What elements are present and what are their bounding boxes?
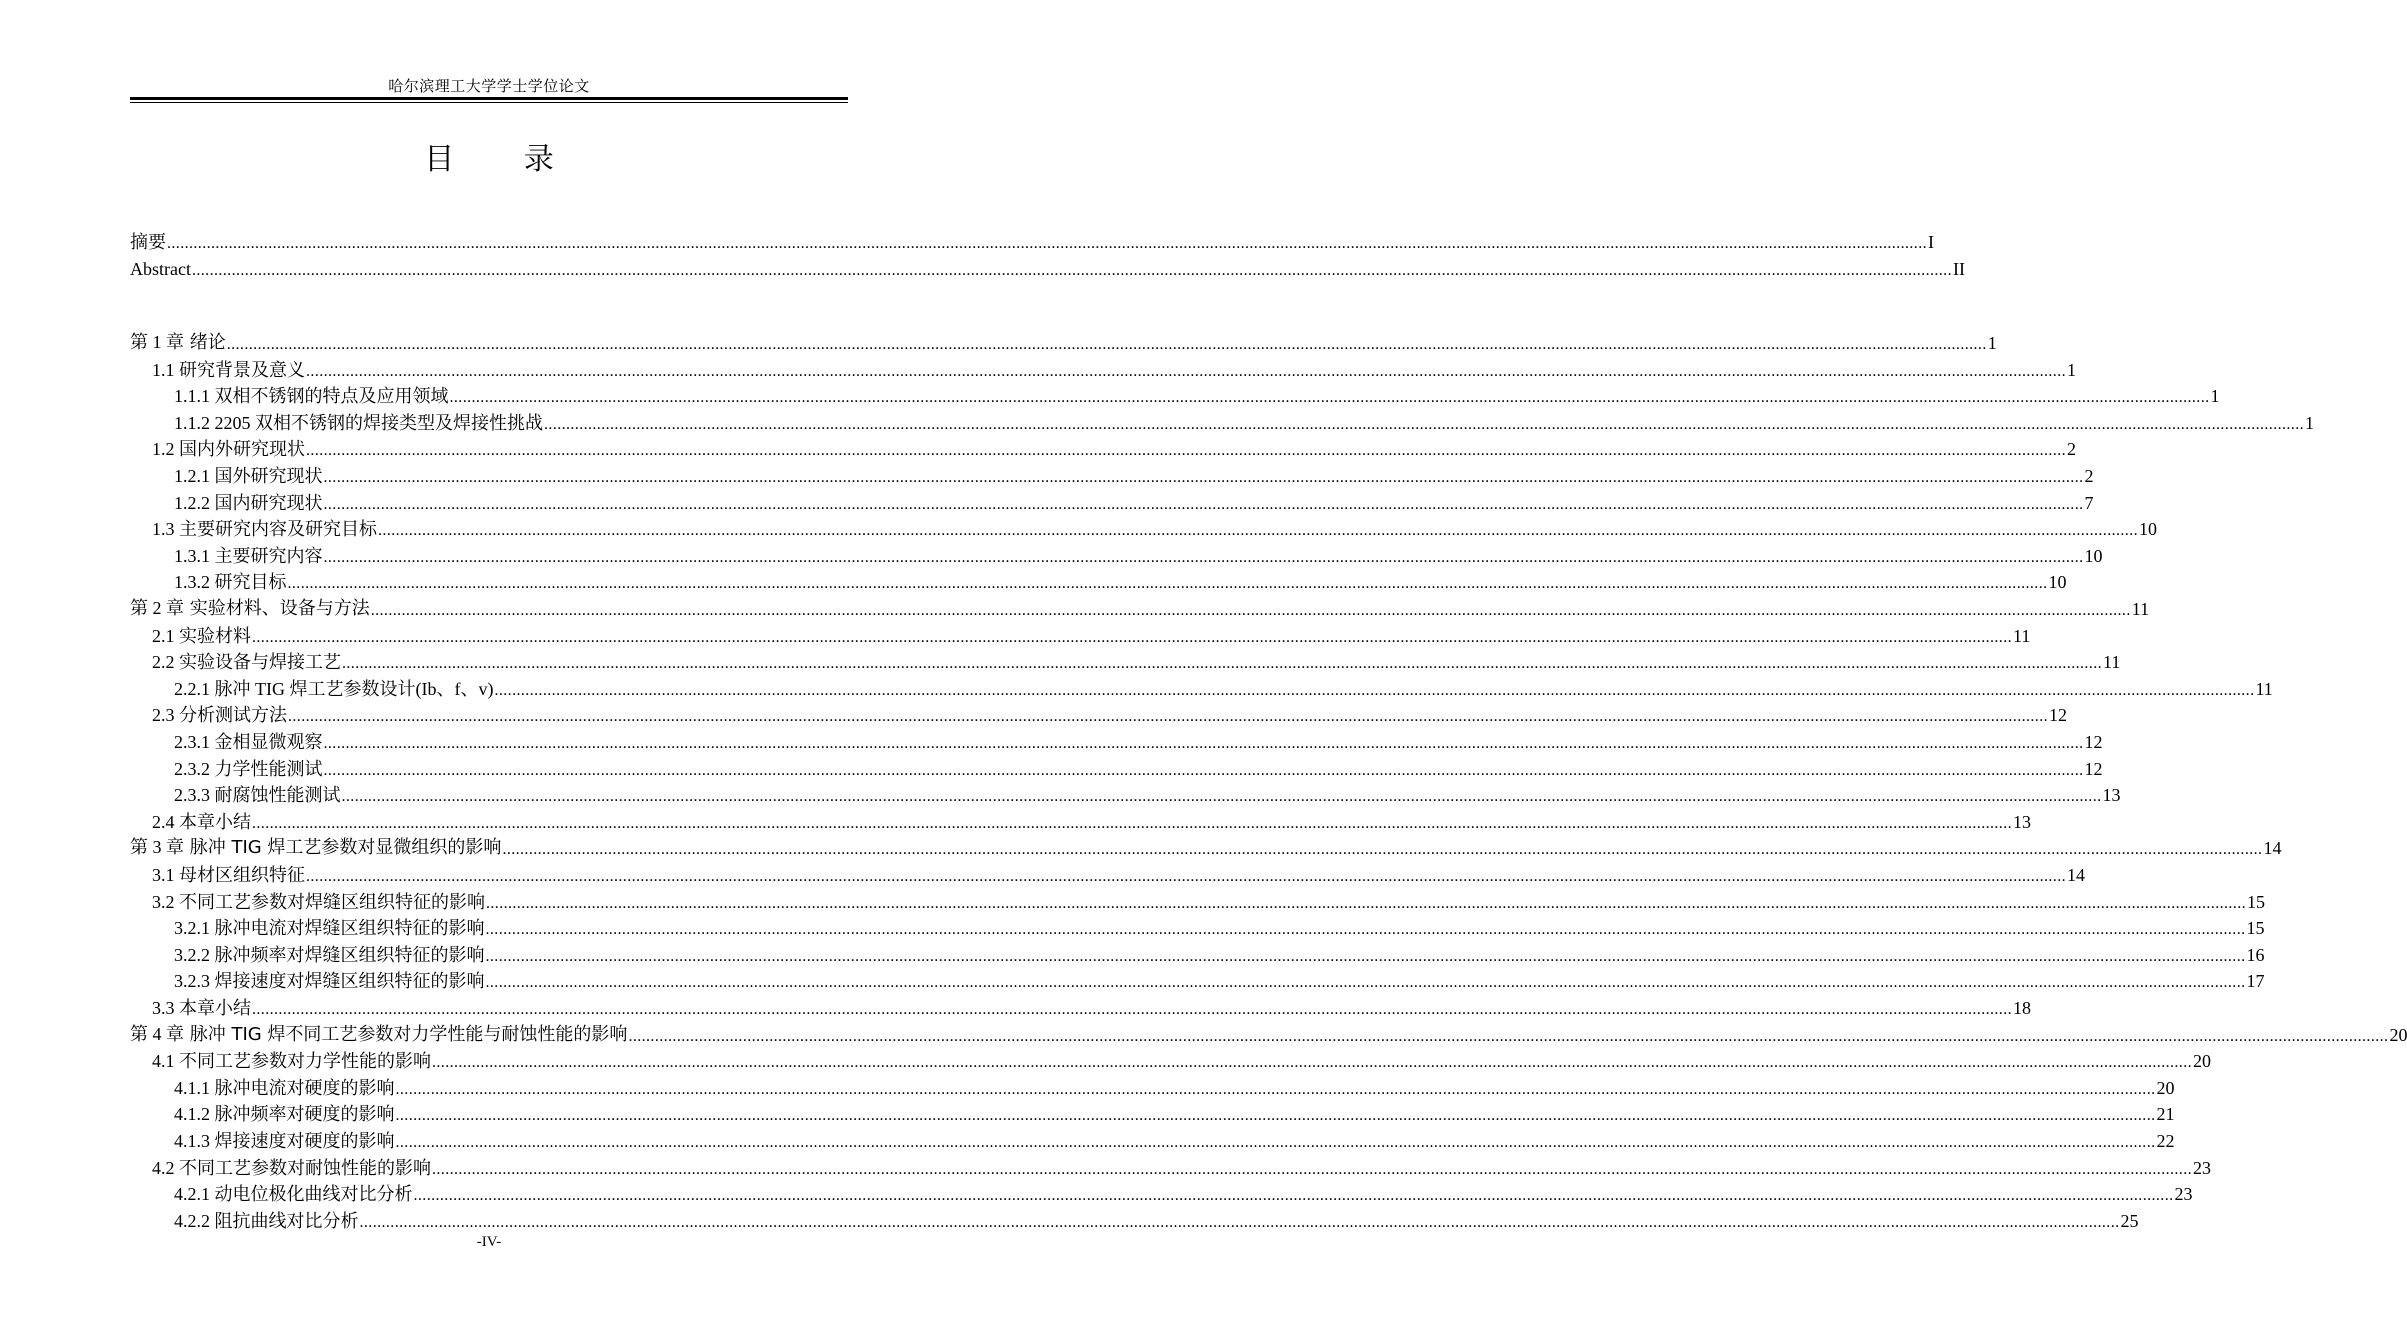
toc-leader-dots: ................................................................................................................................................................................................................................................................................................................................................................................................................ xyxy=(395,1107,2156,1125)
toc-leader-dots: ................................................................................................................................................................................................................................................................................................................................................................................................................ xyxy=(395,1080,2156,1098)
toc-page-number: 12 xyxy=(2084,758,2103,779)
toc-entry-section[interactable] xyxy=(152,623,2031,649)
toc-entry-title xyxy=(152,995,251,1021)
toc-page-number: 25 xyxy=(2120,1210,2139,1231)
toc-page-number: 14 xyxy=(2263,838,2282,859)
toc-leader-dots: ................................................................................................................................................................................................................................................................................................................................................................................................................ xyxy=(449,389,2210,407)
toc-entry-text: 金相显微观察 xyxy=(214,732,323,752)
toc-page-number: 15 xyxy=(2246,918,2265,939)
toc-page-number: 11 xyxy=(2255,678,2273,699)
toc-entry-text: 主要研究内容及研究目标 xyxy=(179,519,377,540)
toc-leader-dots: ................................................................................................................................................................................................................................................................................................................................................................................................................ xyxy=(341,788,2102,806)
toc-entry-text: 实验设备与焊接工艺 xyxy=(179,652,341,673)
running-header: 哈尔滨理工大学学士学位论文 xyxy=(388,79,590,95)
toc-entry-section[interactable] xyxy=(152,702,2067,728)
toc-entry-chapter[interactable] xyxy=(130,1022,2407,1048)
toc-entry-section[interactable] xyxy=(174,1208,2139,1234)
toc-entry-number: 4.2.1 xyxy=(174,1184,210,1205)
toc-leader-dots: ................................................................................................................................................................................................................................................................................................................................................................................................................ xyxy=(485,974,2246,992)
toc-entry-number: 3.2.1 xyxy=(174,918,210,939)
toc-entry-number: 4.1.3 xyxy=(174,1131,210,1151)
toc-entry-text: 焊接速度对焊缝区组织特征的影响 xyxy=(214,971,485,992)
toc-leader-dots: ................................................................................................................................................................................................................................................................................................................................................................................................................ xyxy=(486,894,2246,912)
toc-page-number: 13 xyxy=(2102,785,2121,806)
toc-entry-number: 1.2 xyxy=(152,439,175,460)
toc-entry-title xyxy=(174,383,449,409)
toc-entry-front-matter[interactable] xyxy=(130,256,1965,282)
toc-leader-dots: ................................................................................................................................................................................................................................................................................................................................................................................................................ xyxy=(288,708,2048,726)
toc-entry-number: 2.2 xyxy=(152,652,175,673)
toc-leader-dots: ................................................................................................................................................................................................................................................................................................................................................................................................................ xyxy=(432,1160,2192,1178)
toc-entry-text: 脉冲电流对硬度的影响 xyxy=(214,1077,395,1098)
toc-page-number: 21 xyxy=(2156,1104,2175,1125)
toc-entry-text: 国外研究现状 xyxy=(214,466,323,486)
toc-entry-text: 绪论 xyxy=(189,332,226,353)
toc-leader-dots: ................................................................................................................................................................................................................................................................................................................................................................................................................ xyxy=(370,602,2131,619)
toc-entry-title xyxy=(174,782,341,808)
toc-entry-section[interactable] xyxy=(174,729,2103,755)
toc-entry-number: 1.3.2 xyxy=(174,572,210,593)
toc-page-number: 22 xyxy=(2156,1131,2175,1151)
toc-leader-dots: ................................................................................................................................................................................................................................................................................................................................................................................................................ xyxy=(395,1134,2156,1151)
toc-entry-text: 焊接速度对硬度的影响 xyxy=(214,1131,395,1151)
header-rule-thin xyxy=(130,102,848,103)
toc-entry-title xyxy=(130,256,191,282)
toc-entry-text: 国内外研究现状 xyxy=(179,439,305,460)
toc-entry-text: 动电位极化曲线对比分析 xyxy=(214,1184,413,1205)
toc-page-number: 1 xyxy=(2305,412,2314,433)
toc-entry-number: 2.3 xyxy=(152,705,175,726)
toc-entry-chapter[interactable] xyxy=(130,596,2150,622)
toc-page-number: 18 xyxy=(2013,998,2031,1018)
toc-entry-title xyxy=(174,410,543,436)
toc-page-number: 20 xyxy=(2193,1051,2211,1072)
toc-page-number: 11 xyxy=(2131,599,2150,619)
toc-leader-dots: ................................................................................................................................................................................................................................................................................................................................................................................................................ xyxy=(628,1027,2389,1045)
toc-entry-title xyxy=(174,1208,359,1234)
toc-entry-text: 双相不锈钢的特点及应用领域 xyxy=(214,386,449,407)
toc-page-number: 23 xyxy=(2193,1157,2211,1178)
toc-entry-front-matter[interactable] xyxy=(130,229,1934,255)
toc-entry-title xyxy=(130,834,501,861)
header-rule xyxy=(130,97,848,100)
toc-entry-number: 2.1 xyxy=(152,625,175,646)
toc-entry-text: 2205 双相不锈钢的焊接类型及焊接性挑战 xyxy=(214,412,543,433)
toc-leader-dots: ................................................................................................................................................................................................................................................................................................................................................................................................................ xyxy=(323,469,2084,486)
toc-page-number: 7 xyxy=(2084,492,2094,513)
toc-leader-dots: ................................................................................................................................................................................................................................................................................................................................................................................................................ xyxy=(306,868,2066,885)
toc-entry-section[interactable] xyxy=(174,569,2067,595)
toc-entry-section[interactable] xyxy=(174,383,2220,409)
toc-entry-text: 阻抗曲线对比分析 xyxy=(214,1210,359,1231)
page-number: -IV- xyxy=(476,1234,502,1250)
toc-page-number: 10 xyxy=(2048,572,2067,593)
toc-entry-number: 1.3.1 xyxy=(174,545,210,566)
toc-entry-text: 不同工艺参数对耐蚀性能的影响 xyxy=(179,1157,431,1178)
toc-leader-dots: ................................................................................................................................................................................................................................................................................................................................................................................................................ xyxy=(323,761,2084,779)
toc-entry-number: 4.1 xyxy=(152,1051,175,1072)
toc-entry-text: 脉冲 TIG 焊工艺参数对显微组织的影响 xyxy=(189,837,502,859)
toc-entry-number: 4.2.2 xyxy=(174,1210,210,1231)
toc-entry-text: 脉冲 TIG 焊不同工艺参数对力学性能与耐蚀性能的影响 xyxy=(189,1023,628,1045)
toc-leader-dots: ................................................................................................................................................................................................................................................................................................................................................................................................................ xyxy=(252,628,2012,646)
toc-entry-section[interactable] xyxy=(152,862,2085,888)
toc-page-number: 20 xyxy=(2156,1077,2175,1098)
toc-entry-title xyxy=(152,702,287,728)
toc-entry-section[interactable] xyxy=(174,1128,2175,1154)
toc-leader-dots: ................................................................................................................................................................................................................................................................................................................................................................................................................ xyxy=(485,921,2246,939)
toc-leader-dots: ................................................................................................................................................................................................................................................................................................................................................................................................................ xyxy=(306,442,2066,460)
toc-entry-chapter[interactable] xyxy=(130,330,1997,356)
toc-entry-number: 2.2.1 xyxy=(174,678,210,699)
toc-leader-dots: ................................................................................................................................................................................................................................................................................................................................................................................................................ xyxy=(287,575,2048,593)
toc-entry-number: 3.1 xyxy=(152,865,175,885)
toc-entry-title xyxy=(174,942,485,968)
toc-entry-section[interactable] xyxy=(174,782,2121,808)
toc-entry-number: 4.1.2 xyxy=(174,1104,210,1125)
toc-leader-dots: ................................................................................................................................................................................................................................................................................................................................................................................................................ xyxy=(323,735,2084,752)
toc-page-number: 1 xyxy=(2067,359,2076,380)
toc-entry-title xyxy=(174,569,287,595)
toc-entry-number: 第 2 章 xyxy=(130,598,184,618)
toc-entry-title xyxy=(174,1075,395,1101)
toc-entry-title xyxy=(174,968,485,994)
toc-entry-title xyxy=(152,436,305,462)
toc-leader-dots: ................................................................................................................................................................................................................................................................................................................................................................................................................ xyxy=(413,1187,2174,1205)
toc-entry-number: 1.1.2 xyxy=(174,412,210,433)
toc-leader-dots: ................................................................................................................................................................................................................................................................................................................................................................................................................ xyxy=(494,681,2255,699)
toc-entry-text: 母材区组织特征 xyxy=(179,865,305,885)
toc-leader-dots: ................................................................................................................................................................................................................................................................................................................................................................................................................ xyxy=(378,522,2138,540)
toc-entry-section[interactable] xyxy=(174,915,2265,941)
toc-entry-number: 3.2 xyxy=(152,891,175,912)
toc-entry-text: 脉冲频率对硬度的影响 xyxy=(214,1104,395,1125)
toc-entry-number: 4.2 xyxy=(152,1157,175,1178)
toc-entry-text: 实验材料 xyxy=(179,625,251,646)
toc-entry-section[interactable] xyxy=(152,516,2157,542)
toc-entry-section[interactable] xyxy=(174,490,2094,516)
toc-page-number: II xyxy=(1952,259,1965,279)
toc-page-number: 12 xyxy=(2049,705,2067,726)
toc-leader-dots: ................................................................................................................................................................................................................................................................................................................................................................................................................ xyxy=(544,415,2304,433)
toc-entry-section[interactable] xyxy=(152,357,2076,383)
toc-leader-dots: ................................................................................................................................................................................................................................................................................................................................................................................................................ xyxy=(306,362,2066,380)
toc-entry-section[interactable] xyxy=(174,1101,2175,1127)
toc-entry-title xyxy=(152,862,305,888)
toc-entry-title xyxy=(174,915,485,941)
toc-page-number: I xyxy=(1928,232,1934,252)
toc-entry-number: 4.1.1 xyxy=(174,1077,210,1098)
toc-entry-title xyxy=(152,1155,431,1181)
toc-entry-title xyxy=(130,1021,627,1048)
toc-entry-number: 1.1.1 xyxy=(174,386,210,407)
toc-entry-text: 分析测试方法 xyxy=(179,705,287,726)
toc-entry-section[interactable] xyxy=(152,1155,2211,1181)
toc-entry-section[interactable] xyxy=(174,942,2265,968)
toc-page-number: 10 xyxy=(2139,519,2157,540)
toc-entry-section[interactable] xyxy=(152,436,2076,462)
toc-entry-text: 主要研究内容 xyxy=(214,545,323,566)
toc-entry-text: 不同工艺参数对焊缝区组织特征的影响 xyxy=(179,891,485,912)
toc-page-number: 11 xyxy=(2013,625,2031,646)
toc-entry-number: 3.3 xyxy=(152,998,175,1018)
toc-entry-chapter[interactable] xyxy=(130,835,2282,861)
toc-leader-dots: ................................................................................................................................................................................................................................................................................................................................................................................................................ xyxy=(167,235,1927,252)
toc-entry-section[interactable] xyxy=(152,1048,2211,1074)
toc-entry-text: Abstract xyxy=(130,259,191,279)
toc-leader-dots: ................................................................................................................................................................................................................................................................................................................................................................................................................ xyxy=(432,1054,2192,1072)
toc-entry-title xyxy=(174,490,323,516)
toc-entry-title xyxy=(152,809,251,835)
toc-leader-dots: ................................................................................................................................................................................................................................................................................................................................................................................................................ xyxy=(342,655,2102,673)
toc-leader-dots: ................................................................................................................................................................................................................................................................................................................................................................................................................ xyxy=(252,814,2012,832)
toc-entry-section[interactable] xyxy=(174,463,2094,489)
toc-entry-title xyxy=(152,516,377,542)
toc-entry-section[interactable] xyxy=(174,543,2103,569)
toc-entry-title xyxy=(130,595,370,622)
toc-page-number: 15 xyxy=(2247,891,2265,912)
toc-entry-section[interactable] xyxy=(152,889,2265,915)
toc-entry-section[interactable] xyxy=(174,676,2273,702)
toc-leader-dots: ................................................................................................................................................................................................................................................................................................................................................................................................................ xyxy=(502,841,2263,859)
toc-entry-title xyxy=(174,756,323,782)
toc-entry-title xyxy=(174,676,493,702)
toc-title: 目 录 xyxy=(424,142,584,177)
toc-entry-section[interactable] xyxy=(152,995,2031,1021)
toc-entry-number: 1.2.1 xyxy=(174,466,210,486)
toc-page-number: 11 xyxy=(2103,652,2121,673)
toc-entry-title xyxy=(174,1181,413,1207)
toc-entry-number: 1.3 xyxy=(152,519,175,540)
toc-leader-dots: ................................................................................................................................................................................................................................................................................................................................................................................................................ xyxy=(323,495,2084,513)
toc-entry-number: 1.1 xyxy=(152,359,175,380)
toc-entry-text: 实验材料、设备与方法 xyxy=(189,598,370,619)
toc-page-number: 17 xyxy=(2246,971,2265,992)
toc-entry-title xyxy=(174,543,323,569)
toc-entry-title xyxy=(174,463,323,489)
toc-entry-number: 3.2.3 xyxy=(174,971,210,992)
toc-entry-section[interactable] xyxy=(152,809,2031,835)
toc-entry-number: 2.3.2 xyxy=(174,758,210,779)
toc-entry-text: 研究目标 xyxy=(214,572,287,593)
toc-entry-title xyxy=(152,889,485,915)
toc-entry-text: 研究背景及意义 xyxy=(179,359,305,380)
toc-entry-title xyxy=(174,1101,395,1127)
toc-entry-title xyxy=(152,1048,431,1074)
toc-entry-section[interactable] xyxy=(174,756,2103,782)
toc-leader-dots: ................................................................................................................................................................................................................................................................................................................................................................................................................ xyxy=(359,1213,2120,1231)
toc-entry-section[interactable] xyxy=(174,968,2265,994)
toc-entry-title xyxy=(130,329,226,356)
toc-entry-text: 耐腐蚀性能测试 xyxy=(214,785,341,806)
toc-entry-title xyxy=(174,729,323,755)
toc-entry-title xyxy=(152,649,341,675)
toc-page-number: 20 xyxy=(2389,1024,2407,1045)
toc-leader-dots: ................................................................................................................................................................................................................................................................................................................................................................................................................ xyxy=(323,548,2084,566)
toc-entry-number: 2.3.3 xyxy=(174,785,210,806)
toc-entry-section[interactable] xyxy=(174,410,2314,436)
toc-leader-dots: ................................................................................................................................................................................................................................................................................................................................................................................................................ xyxy=(191,262,1952,279)
toc-entry-title xyxy=(152,357,305,383)
toc-leader-dots: ................................................................................................................................................................................................................................................................................................................................................................................................................ xyxy=(252,1001,2012,1018)
toc-page-number: 2 xyxy=(2084,466,2094,486)
toc-entry-text: 摘要 xyxy=(130,232,166,252)
toc-leader-dots: ................................................................................................................................................................................................................................................................................................................................................................................................................ xyxy=(485,947,2246,965)
toc-entry-text: 力学性能测试 xyxy=(214,758,323,779)
toc-entry-text: 脉冲频率对焊缝区组织特征的影响 xyxy=(214,944,485,965)
toc-entry-section[interactable] xyxy=(152,649,2121,675)
toc-entry-number: 1.2.2 xyxy=(174,492,210,513)
toc-entry-text: 脉冲 TIG 焊工艺参数设计(Ib、f、v) xyxy=(214,678,494,699)
toc-page-number: 1 xyxy=(1987,333,1997,353)
toc-page-number: 2 xyxy=(2067,439,2076,460)
toc-page-number: 16 xyxy=(2246,944,2265,965)
toc-entry-title xyxy=(174,1128,395,1154)
toc-entry-text: 本章小结 xyxy=(179,998,251,1018)
toc-entry-title xyxy=(152,623,251,649)
toc-entry-text: 脉冲电流对焊缝区组织特征的影响 xyxy=(214,918,485,939)
toc-entry-number: 2.3.1 xyxy=(174,732,210,752)
toc-entry-number: 3.2.2 xyxy=(174,944,210,965)
toc-page-number: 10 xyxy=(2084,545,2103,566)
toc-entry-number: 2.4 xyxy=(152,811,175,832)
toc-entry-text: 不同工艺参数对力学性能的影响 xyxy=(179,1051,431,1072)
toc-entry-text: 国内研究现状 xyxy=(214,492,323,513)
toc-entry-section[interactable] xyxy=(174,1181,2193,1207)
toc-page-number: 14 xyxy=(2067,865,2085,885)
toc-entry-section[interactable] xyxy=(174,1075,2175,1101)
toc-leader-dots: ................................................................................................................................................................................................................................................................................................................................................................................................................ xyxy=(226,336,1987,353)
toc-page-number: 23 xyxy=(2174,1184,2193,1205)
toc-entry-number: 第 4 章 xyxy=(130,1023,184,1044)
toc-entry-text: 本章小结 xyxy=(179,811,251,832)
toc-entry-title xyxy=(130,229,166,255)
toc-page-number: 13 xyxy=(2013,811,2031,832)
toc-entry-number: 第 3 章 xyxy=(130,837,184,858)
toc-page-number: 1 xyxy=(2210,386,2220,407)
toc-page-number: 12 xyxy=(2084,732,2103,752)
toc-entry-number: 第 1 章 xyxy=(130,332,184,352)
